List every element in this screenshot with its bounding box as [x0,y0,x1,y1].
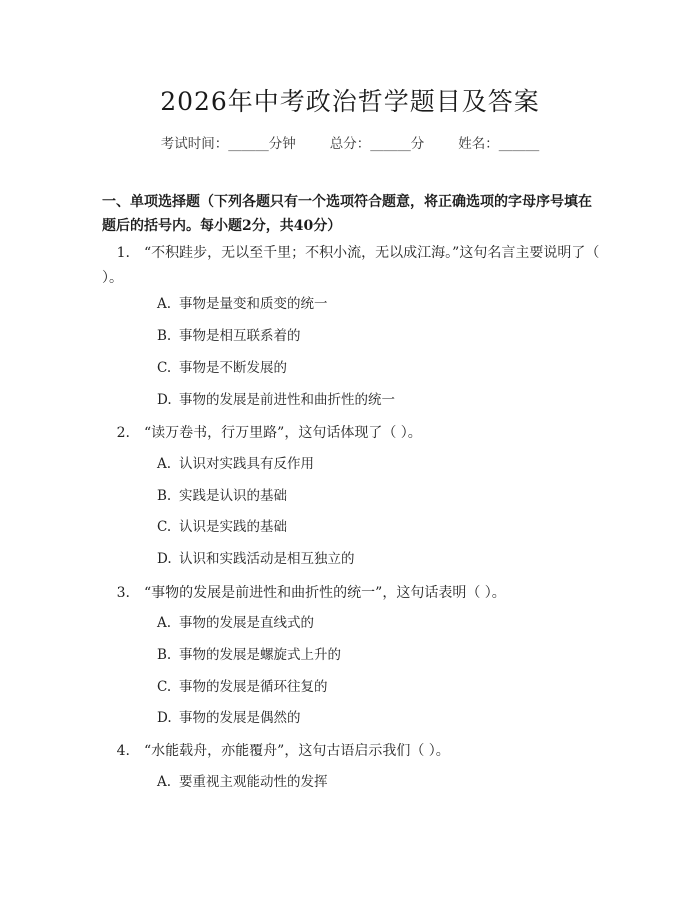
option-text: 事物的发展是直线式的 [179,615,314,631]
question-3-option-d [157,708,607,728]
question-2-stem [102,421,602,446]
option-letter: B. [157,328,172,344]
option-text: 事物的发展是前进性和曲折性的统一 [179,392,395,408]
question-2-option-d [157,549,607,569]
question-1-text: “不积跬步，无以至千里；不积小流，无以成江海。”这句名言主要说明了（ ）。 [102,245,600,286]
exam-time-blank: ______ [228,136,269,152]
option-text: 事物的发展是循环往复的 [179,679,328,695]
question-4-text: “水能载舟，亦能覆舟”，这句古语启示我们（ ）。 [144,743,450,759]
option-letter: A. [157,456,172,472]
option-letter: C. [157,679,172,695]
question-3-text: “事物的发展是前进性和曲折性的统一”，这句话表明（ ）。 [144,585,506,601]
student-name-blank: ______ [498,136,540,152]
question-1-option-c [157,358,607,378]
option-text: 认识是实践的基础 [179,519,287,535]
option-letter: A. [157,774,172,790]
question-3-option-a [157,613,607,633]
option-letter: B. [157,647,172,663]
question-3-option-c [157,677,607,697]
total-score-label: 总分： [329,136,371,152]
question-3-number: 3. [116,585,130,601]
question-2-option-b [157,486,607,506]
question-1-number: 1. [116,245,130,261]
option-letter: C. [157,519,172,535]
student-name-label: 姓名： [458,136,499,152]
option-text: 认识对实践具有反作用 [179,456,314,472]
option-letter: D. [157,710,172,726]
question-2-option-a [157,454,607,474]
exam-time-label: 考试时间： [160,136,229,152]
option-text: 实践是认识的基础 [179,488,287,504]
option-text: 事物的发展是偶然的 [179,710,301,726]
option-text: 事物是量变和质变的统一 [179,296,328,312]
total-score-unit: 分 [410,136,425,152]
section-header: 一、单项选择题（下列各题只有一个选项符合题意，将正确选项的字母序号填在题后的括号内。每小题2分，共40分） [102,194,592,234]
exam-info-line [0,132,700,152]
option-letter: D. [157,551,172,567]
document-title: 2026年中考政治哲学题目及答案 [160,87,540,116]
question-3-option-b [157,645,607,665]
question-2-option-c [157,517,607,537]
option-text: 事物是不断发展的 [179,360,287,376]
option-letter: D. [157,392,172,408]
option-letter: A. [157,615,172,631]
question-1-option-d [157,390,607,410]
question-4-number: 4. [116,743,130,759]
question-4-stem [102,739,602,764]
option-letter: B. [157,488,172,504]
question-4-option-a [157,772,607,792]
question-1-option-a [157,294,607,314]
total-score-blank: ______ [370,136,411,152]
question-2-text: “读万卷书，行万里路”，这句话体现了（ ）。 [144,425,422,441]
question-1-stem [102,241,602,291]
option-text: 认识和实践活动是相互独立的 [179,551,355,567]
option-text: 事物是相互联系着的 [179,328,301,344]
question-1-option-b [157,326,607,346]
question-3-stem [102,581,602,606]
option-text: 事物的发展是螺旋式上升的 [179,647,341,663]
question-2-number: 2. [116,425,130,441]
exam-time-unit: 分钟 [268,136,296,152]
option-letter: C. [157,360,172,376]
option-text: 要重视主观能动性的发挥 [179,774,328,790]
option-letter: A. [157,296,172,312]
